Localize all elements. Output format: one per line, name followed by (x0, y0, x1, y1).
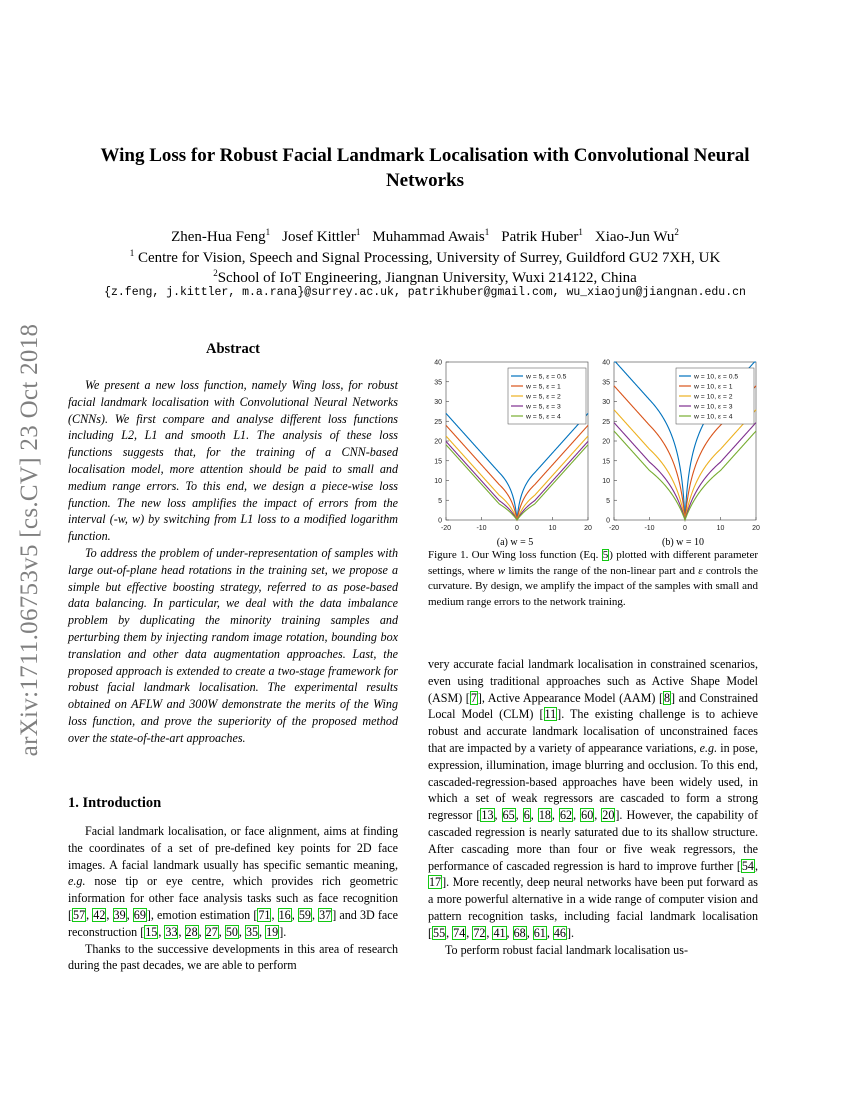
citation-link[interactable]: 46 (553, 925, 566, 940)
citation-link[interactable]: 71 (258, 907, 271, 922)
citation-link[interactable]: 13 (481, 808, 494, 823)
y-tick-label: 0 (438, 517, 442, 525)
y-tick-label: 40 (602, 359, 610, 367)
legend-entry: w = 10, ε = 0.5 (694, 373, 739, 381)
intro-paragraph: Thanks to the successive developments in this area of research during the past decades, we are able to perform (68, 941, 398, 973)
citation-list[interactable]: 54, 17 (429, 858, 758, 890)
x-tick-label: 0 (515, 525, 519, 532)
citation-link[interactable]: 60 (581, 808, 594, 823)
legend-entry: w = 10, ε = 4 (694, 413, 733, 421)
text-run: . (571, 925, 575, 940)
x-tick-label: 10 (548, 525, 557, 532)
y-tick-label: 30 (434, 399, 442, 406)
citation-link[interactable]: 18 (538, 808, 551, 823)
text-run: Facial landmark localisation, or face alignment, aims at finding the coordinates of a set of pre-defined key points for 2D face images. A facial landmark usually has specific semantic meaning, (68, 824, 398, 872)
author-affiliation-sup: 1 (265, 227, 271, 237)
x-tick-label: 10 (716, 525, 725, 532)
text-run: ε (698, 564, 703, 577)
author-affiliation-sup: 1 (355, 227, 361, 237)
y-tick-label: 5 (438, 497, 442, 505)
text-run: Figure 1. Our Wing loss function (Eq. (428, 549, 599, 561)
introduction-body (68, 823, 398, 974)
citation-link[interactable]: 17 (429, 875, 442, 890)
y-tick-label: 35 (434, 379, 442, 387)
equation-ref-link[interactable]: 5 (602, 549, 609, 561)
citation-link[interactable]: 69 (133, 907, 146, 922)
citation-link[interactable]: 6 (523, 808, 530, 823)
y-tick-label: 30 (602, 399, 610, 406)
citation-list[interactable]: 57, 42, 39, 69 (73, 907, 146, 922)
citation-link[interactable]: 35 (245, 924, 259, 939)
x-tick-label: -20 (608, 525, 620, 532)
body-paragraph: To perform robust facial landmark localisation us- (445, 942, 688, 957)
y-tick-label: 5 (606, 497, 610, 505)
citation-link[interactable]: 15 (145, 924, 158, 939)
affiliation-2 (60, 263, 790, 288)
citation-link[interactable]: 39 (113, 907, 126, 922)
author-name: Muhammad Awais$^1$ (372, 227, 490, 245)
y-tick-label: 20 (602, 438, 610, 446)
x-tick-label: 20 (584, 525, 592, 532)
citation-link[interactable]: 28 (185, 924, 198, 939)
abstract-paragraph: To address the problem of under-representation of samples with large out-of-plane head rotations in the training set, we propose a simple but effective boosting strategy, referred to as pose-based data balancing. In particular, we deal with the data imbalance problem by duplicating the minority training samples and perturbing them by injecting random image rotation, bounding box translation and other data augmentation approaches. Last, the proposed approach is extended to create a two-stage framework for robust facial landmark localisation. The experimental results obtained on AFLW and 300W demonstrate the merits of the Wing loss function, and prove the superiority of the proposed method over the state-of-the-art approaches. (68, 545, 398, 745)
text-run: very accurate facial landmark localisation in constrained scenarios, even using traditional approaches such as Active Shape Model (ASM) (428, 657, 758, 705)
affiliation-text: School of IoT Engineering, Jiangnan University, Wuxi 214122, China (217, 270, 637, 286)
x-tick-label: 0 (683, 525, 687, 532)
text-run: in pose, expression, illumination, image blurring and occlusion. To this end, cascaded-regression-based approaches have been widely used, in which a set of weak regressors are cascaded to form a strong regressor (428, 740, 758, 823)
citation-link[interactable]: 65 (502, 808, 515, 823)
chart-panel-b (602, 360, 760, 533)
legend-entry: w = 5, ε = 1 (526, 383, 561, 391)
citation-link[interactable]: 37 (319, 907, 332, 922)
affiliation-sup: 1 (129, 248, 135, 258)
text-run: . More recently, deep neural networks have been put forward as a more powerful alternative in a wide range of computer vision and pattern recognition tasks, including facial landmark localisation (428, 875, 758, 923)
citation-link[interactable]: 8 (664, 690, 671, 705)
figure-1-plots (418, 352, 768, 552)
citation-link[interactable]: 16 (278, 907, 291, 922)
abstract-heading: Abstract (206, 341, 260, 357)
paper-title: Wing Loss for Robust Facial Landmark Localisation with Convolutional Neural Networks (100, 145, 750, 191)
chart-panel-a (434, 360, 592, 533)
x-tick-label: -20 (440, 525, 452, 532)
citation-link[interactable]: 68 (513, 925, 526, 940)
y-tick-label: 25 (434, 418, 442, 426)
legend-entry: w = 5, ε = 3 (526, 403, 561, 411)
citation-link[interactable]: 74 (453, 925, 466, 940)
right-column-body (428, 656, 758, 958)
text-run: , emotion estimation (150, 907, 251, 922)
y-tick-label: 0 (606, 517, 610, 525)
citation-link[interactable]: 59 (298, 907, 311, 922)
legend-entry: w = 5, ε = 0.5 (526, 373, 567, 381)
citation-list[interactable]: 13, 65, 6, 18, 62, 60, 20 (481, 808, 615, 823)
author-name: Zhen-Hua Feng$^1$ (171, 227, 271, 245)
figure-1-caption (428, 548, 758, 610)
affiliation-sup: 2 (213, 268, 218, 278)
citation-list[interactable]: 71, 16, 59, 37 (258, 907, 332, 922)
author-affiliation-sup: 2 (674, 227, 679, 237)
legend-entry: w = 10, ε = 2 (694, 393, 733, 401)
citation-link[interactable]: 7 (470, 690, 477, 705)
y-tick-label: 15 (434, 458, 442, 466)
y-tick-label: 25 (602, 418, 610, 426)
citation-link[interactable]: 55 (433, 925, 446, 940)
y-tick-label: 20 (434, 438, 442, 446)
text-run: . The existing challenge is to achieve robust and accurate landmark localisation of unconstrained faces that are impacted by a variety of appearance variations, (428, 707, 758, 755)
x-tick-label: -10 (476, 525, 487, 532)
citation-list[interactable]: 15, 33, 28, 27, 50, 35, 19 (145, 924, 279, 939)
author-emails: {z.feng, j.kittler, m.a.rana}@surrey.ac.uk, patrikhuber@gmail.com, wu_xiaojun@jiangnan.edu.cn (104, 286, 746, 299)
text-run: w (497, 564, 506, 577)
citation-link[interactable]: 50 (225, 924, 238, 939)
affiliation-text: Centre for Vision, Speech and Signal Processing, University of Surrey, Guildford GU2 7XH, UK (137, 250, 721, 266)
legend-entry: w = 10, ε = 1 (694, 383, 733, 391)
legend-entry: w = 5, ε = 4 (526, 413, 561, 421)
citation-list[interactable]: 55, 74, 72, 41, 68, 61, 46 (433, 925, 566, 940)
y-tick-label: 15 (602, 458, 610, 466)
text-run: and 3D face reconstruction (68, 907, 399, 939)
author-name: Xiao-Jun Wu$^2$ (594, 227, 679, 245)
citation-link[interactable]: 19 (266, 924, 279, 939)
author-affiliation-sup: 1 (484, 227, 490, 237)
x-tick-label: 20 (752, 525, 760, 532)
intro-paragraph: Facial landmark localisation, or face alignment, aims at finding the coordinates of a set of pre-defined key points for 2D face images. A facial landmark usually has specific semantic meaning, e.g. nose tip or eye centre, which provides rich geometric information for other face analysis tasks such as face recognition [57, 42, 39, 69], emotion estimation [71, 16, 59, 37] and 3D face reconstruction [15, 33, 28, 27, 50, 35, 19]. (68, 824, 399, 939)
y-tick-label: 35 (602, 379, 610, 387)
text-run: controls the curvature. By design, we amplify the impact of the samples with small and medium range errors to the network training. (428, 564, 759, 608)
text-run: ) plotted with different parameter settings, where (428, 549, 759, 577)
section-heading-introduction: 1. Introduction (68, 795, 162, 811)
x-tick-label: -10 (644, 525, 655, 532)
citation-link[interactable]: 62 (559, 808, 573, 823)
citation-link[interactable]: 41 (493, 925, 506, 940)
author-affiliation-sup: 1 (578, 227, 583, 237)
citation-link[interactable]: 57 (73, 907, 86, 922)
text-run: and Constrained Local Model (CLM) (428, 690, 759, 722)
citation-link[interactable]: 33 (165, 924, 178, 939)
y-tick-label: 40 (434, 359, 442, 367)
body-paragraph: very accurate facial landmark localisation in constrained scenarios, even using traditional approaches such as Active Shape Model (ASM) [7], Active Appearance Model (AAM) [8] and Constrained Local Model (CLM) [11]. The existing challenge is to achieve robust and accurate landmark localisation of unconstrained faces that are impacted by a variety of appearance variations, e.g. in pose, expression, illumination, image blurring and occlusion. To this end, cascaded-regression-based approaches have been widely used, in which a set of weak regressors are cascaded to form a strong regressor [13, 65, 6, 18, 62, 60, 20]. However, the capability of cascaded regression is nearly saturated due to its shallow structure. After cascading more than four or five weak regressors, the performance of cascaded regression is hard to improve further [54, 17]. More recently, deep neural networks have been put forward as a more powerful alternative in a wide range of computer vision and pattern recognition tasks, including facial landmark localisation [55, 74, 72, 41, 68, 61, 46]. (428, 657, 759, 940)
text-run: . However, the capability of cascaded regression is nearly saturated due to its shallow structure. After cascading more than four or five weak regressors, the performance of cascaded regression is hard to improve further (428, 808, 758, 873)
y-tick-label: 10 (434, 478, 442, 485)
citation-link[interactable]: 42 (93, 907, 106, 922)
subcaption-b: (b) w = 10 (661, 537, 705, 548)
citation-link[interactable]: 27 (205, 924, 218, 939)
abstract-body (68, 377, 398, 747)
citation-link[interactable]: 20 (602, 808, 615, 823)
legend-entry: w = 10, ε = 3 (694, 403, 733, 411)
arxiv-stamp: arXiv:1711.06753v5 [cs.CV] 23 Oct 2018 (16, 323, 43, 757)
text-run: e.g. (699, 740, 718, 755)
text-run: limits the range of the non-linear part and (508, 564, 696, 577)
text-run: e.g. (68, 874, 86, 889)
legend-entry: w = 5, ε = 2 (526, 393, 561, 401)
citation-link[interactable]: 11 (544, 707, 557, 722)
author-name: Josef Kittler$^1$ (282, 227, 361, 245)
author-name: Patrik Huber$^1$ (501, 227, 583, 245)
subcaption-a: (a) w = 5 (496, 537, 534, 548)
citation-link[interactable]: 72 (473, 925, 486, 940)
y-tick-label: 10 (602, 478, 610, 485)
abstract-paragraph: We present a new loss function, namely Wing loss, for robust facial landmark localisation with Convolutional Neural Networks (CNNs). We first compare and analyse different loss functions including L2, L1 and smooth L1. The analysis of these loss functions suggests that, for the training of a CNN-based localisation model, more attention should be paid to small and medium range errors. To this end, we design a piece-wise loss function. The new loss amplifies the impact of errors from the interval (-w, w) by switching from L1 loss to a modified logarithm function. (68, 378, 398, 544)
citation-link[interactable]: 54 (741, 858, 754, 873)
text-run: , Active Appearance Model (AAM) (481, 690, 656, 705)
citation-link[interactable]: 61 (533, 925, 546, 940)
text-run: nose tip or eye centre, which provides rich geometric information for other face analysis tasks such as face recognition (68, 874, 398, 906)
